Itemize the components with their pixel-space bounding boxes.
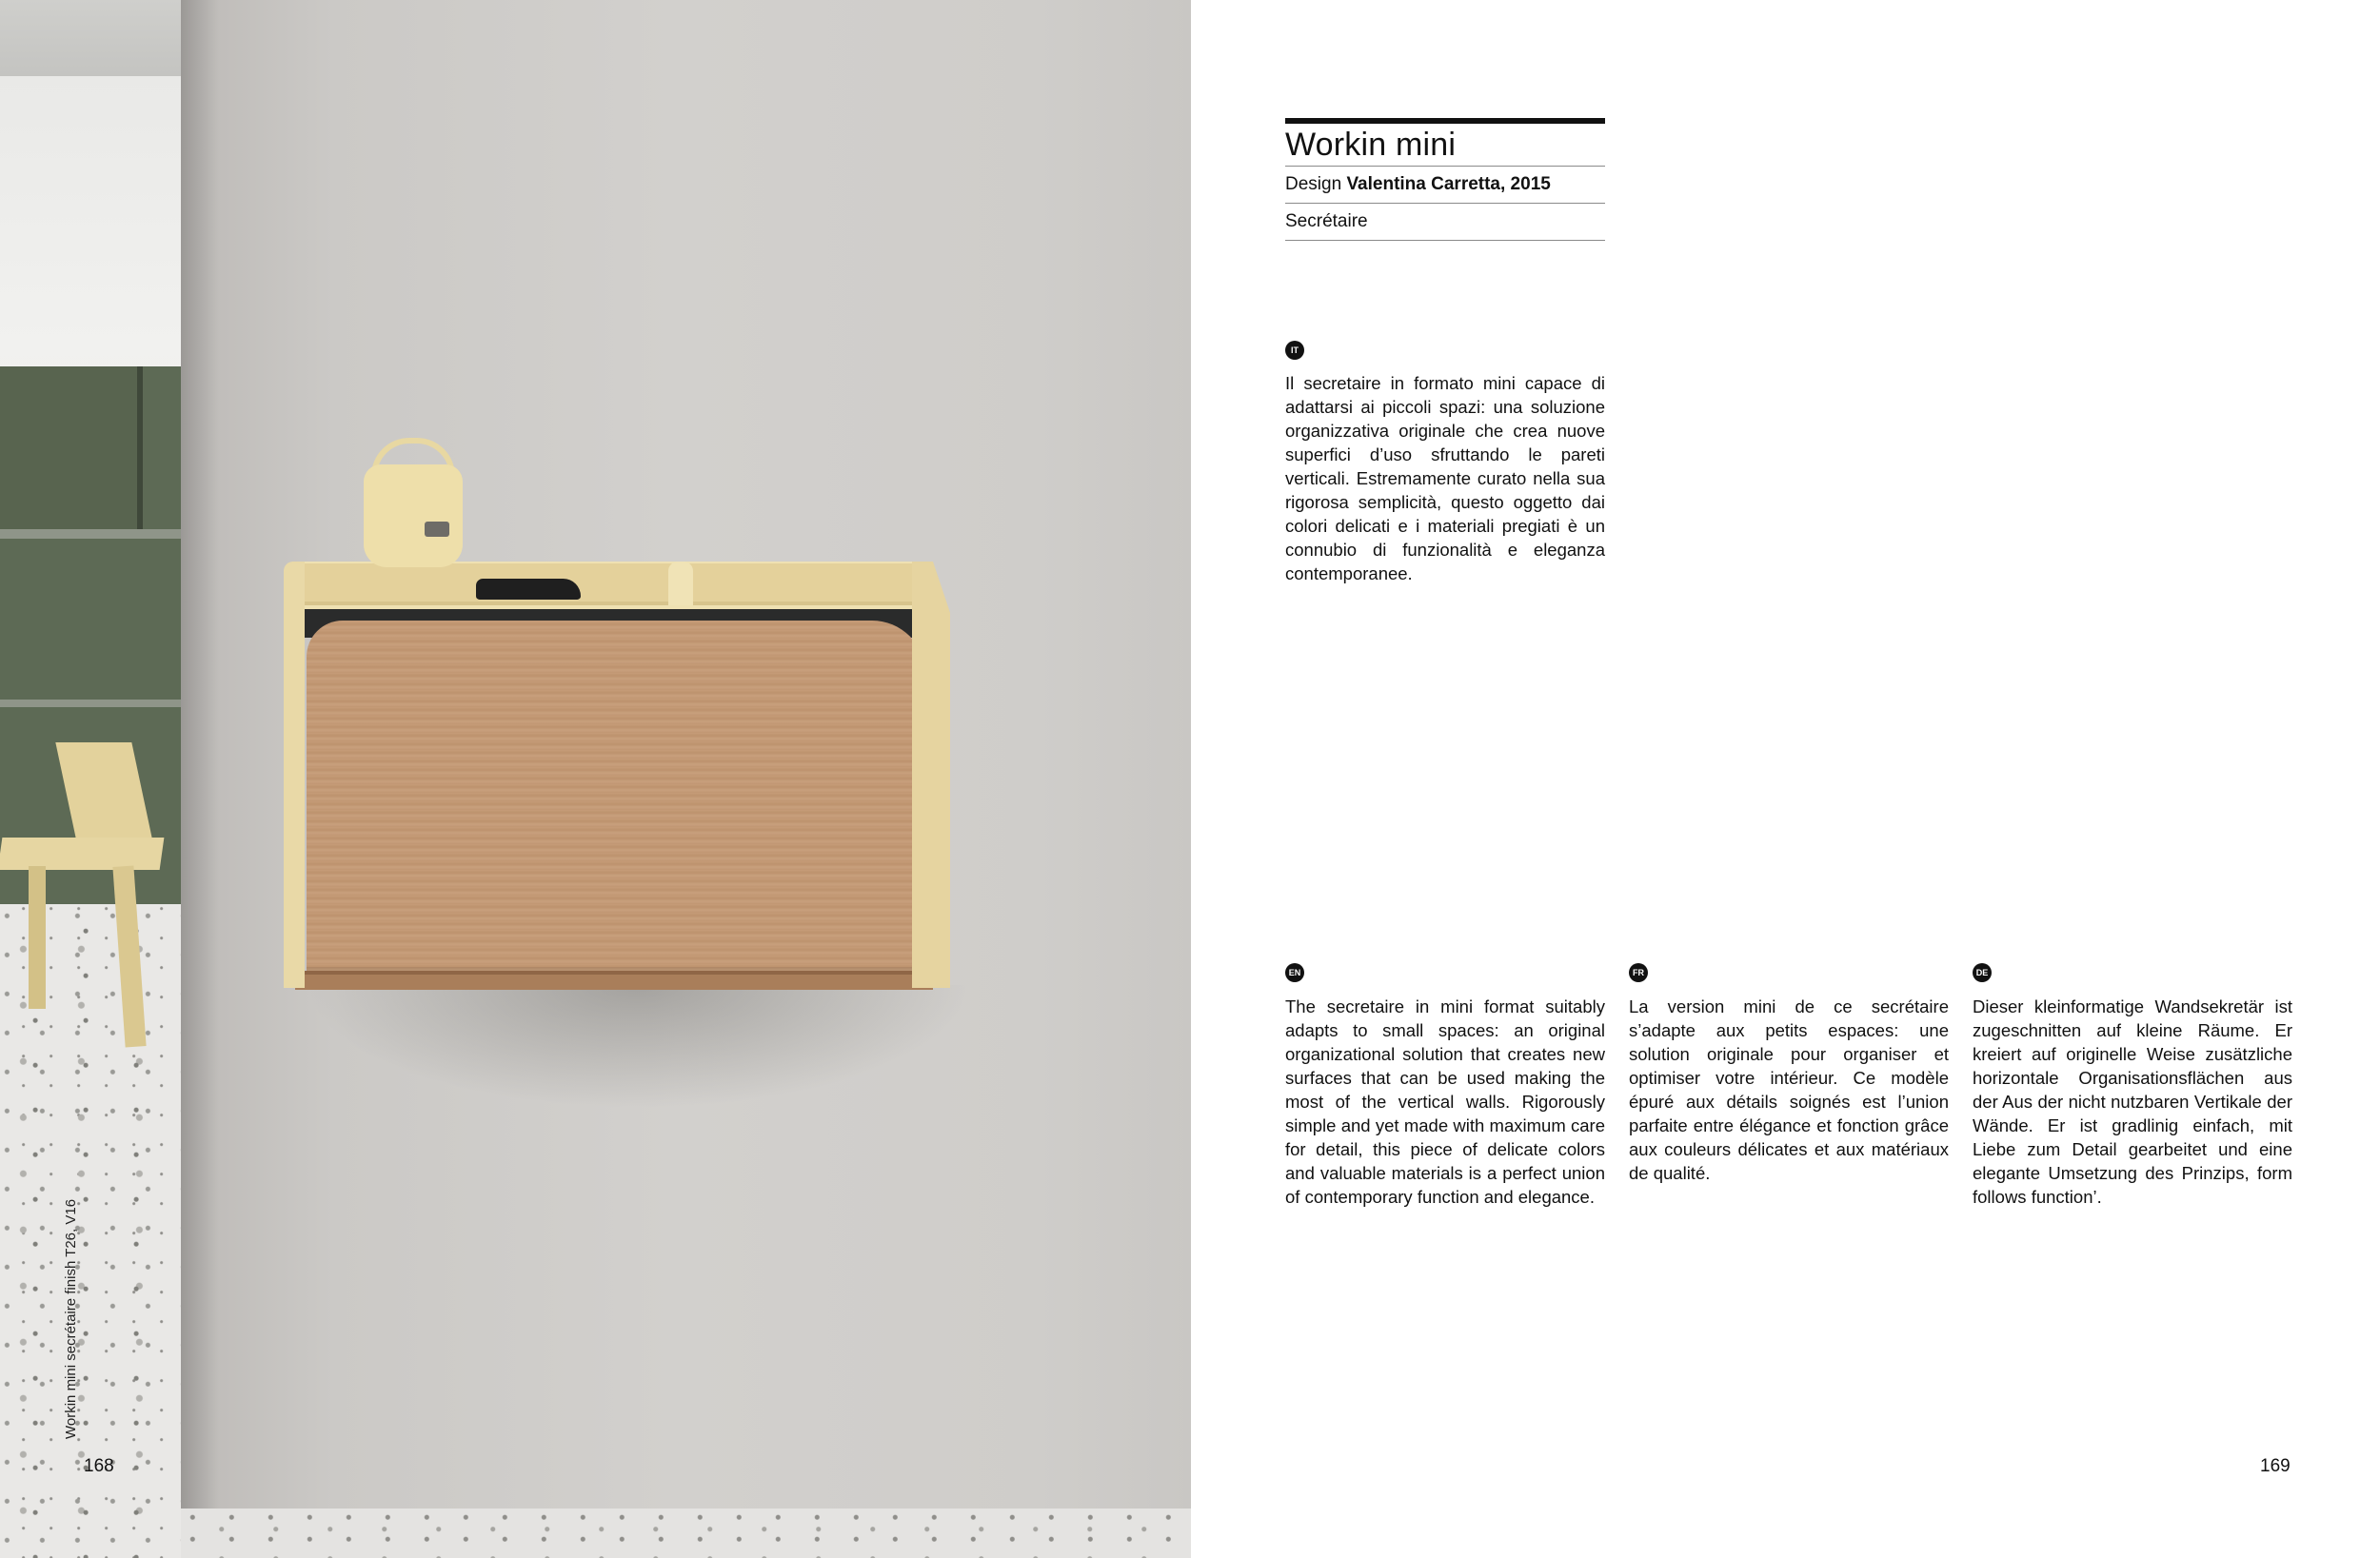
wall-edge-shadow: [181, 0, 219, 1513]
handbag: [364, 464, 463, 567]
oak-flap-door: [307, 621, 925, 973]
desk-side-left: [284, 562, 305, 988]
description-it: Il secretaire in formato mini capace di adattarsi ai piccoli spazi: una soluzione organizzativa originale che crea nuove superfici d’uso sfruttando le pareti verticali. Estremamente curato nella sua rigorosa semplicità, questo oggetto dai colori delicati e i materiali pregiati è un connubio di funzionalità e eleganza contemporanee.: [1285, 373, 1605, 583]
ceiling-beam: [0, 0, 181, 76]
language-badge-it: IT: [1285, 341, 1304, 360]
product-category: Secrétaire: [1285, 211, 1368, 231]
language-badge-de: DE: [1973, 963, 1992, 982]
desk-shadow: [305, 985, 971, 1109]
terrazzo-floor: [181, 1509, 1191, 1558]
description-fr: La version mini de ce secrétaire s’adapte aux petits espaces: une solution originale pour organiser et optimiser votre intérieur. Ce modèle épuré aux détails soignés est l’union parfaite entre élégance et fonction grâce aux couleurs délicates et aux matériaux de qualité.: [1629, 996, 1949, 1183]
page-number-left: 168: [84, 1456, 114, 1476]
language-badge-en: EN: [1285, 963, 1304, 982]
language-badge-fr: FR: [1629, 963, 1648, 982]
gloves: [476, 579, 581, 600]
tray-divider: [668, 562, 693, 605]
photo-caption: Workin mini secrétaire finish T26, V16: [63, 1198, 79, 1439]
divider: [1285, 240, 1605, 241]
product-title: Workin mini: [1285, 127, 1457, 163]
designer-name: Valentina Carretta, 2015: [1346, 174, 1551, 194]
handbag-clasp: [425, 522, 449, 537]
product-header: [1285, 118, 1605, 241]
page-number-right: 169: [2260, 1456, 2291, 1476]
shelf: [0, 700, 181, 707]
description-de: Dieser kleinformatige Wandsekretär ist zugeschnitten auf kleine Räume. Er kreiert auf originelle Weise zusätzliche horizontale Organisationsflächen aus der Aus der nicht nutzbaren Vertikale der Wände. Er ist gradlinig einfach, mit Liebe zum Detail gearbeitet und eine elegante Umsetzung des Prinzips, form follows function’.: [1973, 996, 2292, 1207]
chair-seat: [0, 838, 164, 870]
design-label: Design: [1285, 174, 1342, 194]
desk-top-tray: [305, 563, 914, 605]
shelf: [0, 529, 181, 539]
desk-bottom: [295, 971, 933, 990]
description-en: The secretaire in mini format suitably adapts to small spaces: an original organizational solution that creates new surfaces that can be used making the most of the vertical walls. Rigorously simple and yet made with maximum care for detail, this piece of delicate colors and valuable materials is a perfect union of contemporary function and elegance.: [1285, 996, 1605, 1207]
design-credit: [1285, 167, 1605, 203]
green-cabinet-door: [0, 366, 143, 533]
chair-leg: [29, 866, 46, 1009]
wall-secretaire: [284, 562, 950, 990]
desk-side-right: [912, 562, 950, 988]
